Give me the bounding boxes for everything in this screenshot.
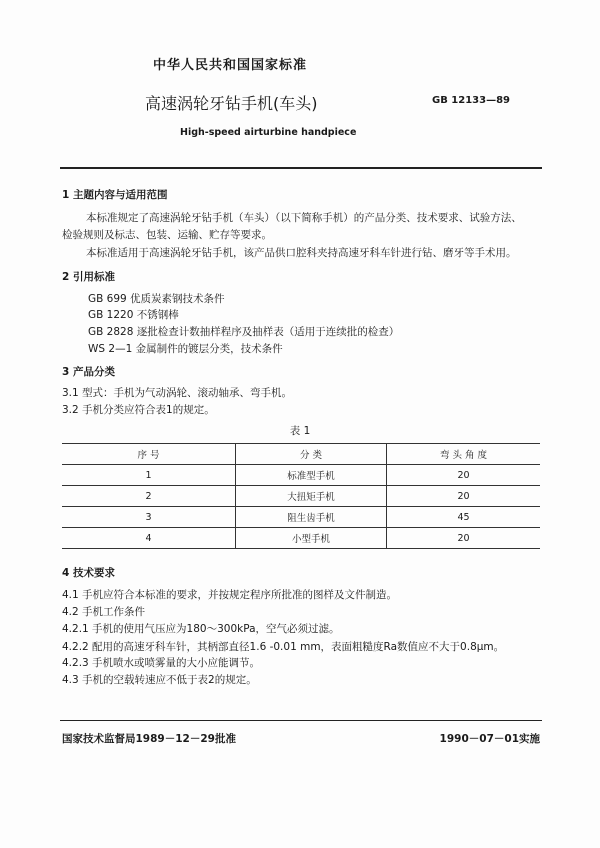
clause: 4.2 手机工作条件 xyxy=(62,606,146,618)
table-row xyxy=(62,507,540,528)
doc-title: 高速涡轮牙钻手机(车头) xyxy=(145,94,318,113)
cell: 阻生齿手机 xyxy=(236,507,387,528)
cell: 4 xyxy=(62,528,236,549)
table-1 xyxy=(62,443,540,549)
clause: 3.2 手机分类应符合表1的规定。 xyxy=(62,404,215,416)
cell: 2 xyxy=(62,486,236,507)
cell: 3 xyxy=(62,507,236,528)
clause: 4.3 手机的空载转速应不低于表2的规定。 xyxy=(62,674,257,686)
table-header: 弯 头 角 度 xyxy=(387,444,541,465)
reference-item: GB 2828 逐批检查计数抽样程序及抽样表（适用于连续批的检查） xyxy=(88,326,400,338)
title-english: High-speed airturbine handpiece xyxy=(180,127,357,138)
country-standard: 中华人民共和国国家标准 xyxy=(152,58,307,73)
clause: 4.2.2 配用的高速牙科车针，其柄部直径1.6 -0.01 mm，表面粗糙度Ra数值应不大于0.8μm。 xyxy=(62,641,505,653)
reference-item: WS 2—1 金属制件的镀层分类，技术条件 xyxy=(88,343,283,355)
reference-item: GB 699 优质炭素钢技术条件 xyxy=(88,293,225,305)
table-row xyxy=(62,465,540,486)
effective-date: 1990－07－01实施 xyxy=(439,733,540,745)
table-row xyxy=(62,486,540,507)
table-header: 分 类 xyxy=(236,444,387,465)
cell: 20 xyxy=(387,465,541,486)
cell: 45 xyxy=(387,507,541,528)
paragraph-line: 检验规则及标志、包装、运输、贮存等要求。 xyxy=(62,229,272,241)
cell: 1 xyxy=(62,465,236,486)
clause: 3.1 型式：手机为气动涡轮、滚动轴承、弯手机。 xyxy=(62,387,293,399)
cell: 小型手机 xyxy=(236,528,387,549)
footer-rule xyxy=(60,720,542,721)
cell: 20 xyxy=(387,528,541,549)
clause: 4.2.3 手机喷水或喷雾量的大小应能调节。 xyxy=(62,657,261,669)
section-heading: 4 技术要求 xyxy=(62,567,115,579)
table-header: 序 号 xyxy=(62,444,236,465)
header-rule xyxy=(60,167,542,169)
cell: 大扭矩手机 xyxy=(236,486,387,507)
cell: 标准型手机 xyxy=(236,465,387,486)
reference-item: GB 1220 不锈钢棒 xyxy=(88,309,179,321)
cell: 20 xyxy=(387,486,541,507)
table-caption: 表 1 xyxy=(289,425,311,437)
approval-date: 国家技术监督局1989－12－29批准 xyxy=(62,733,236,745)
clause: 4.1 手机应符合本标准的要求，并按规定程序所批准的图样及文件制造。 xyxy=(62,589,398,601)
paragraph-line: 本标准规定了高速涡轮牙钻手机（车头）（以下简称手机）的产品分类、技术要求、试验方法、 xyxy=(86,212,522,224)
clause: 4.2.1 手机的使用气压应为180～300kPa，空气必须过滤。 xyxy=(62,623,340,635)
section-heading: 2 引用标准 xyxy=(62,271,115,283)
standard-code: GB 12133—89 xyxy=(432,95,511,106)
section-heading: 3 产品分类 xyxy=(62,366,115,378)
paragraph-line: 本标准适用于高速涡轮牙钻手机，该产品供口腔科夹持高速牙科车针进行钻、磨牙等手术用。 xyxy=(86,247,517,259)
table-row xyxy=(62,528,540,549)
section-heading: 1 主题内容与适用范围 xyxy=(62,189,168,201)
